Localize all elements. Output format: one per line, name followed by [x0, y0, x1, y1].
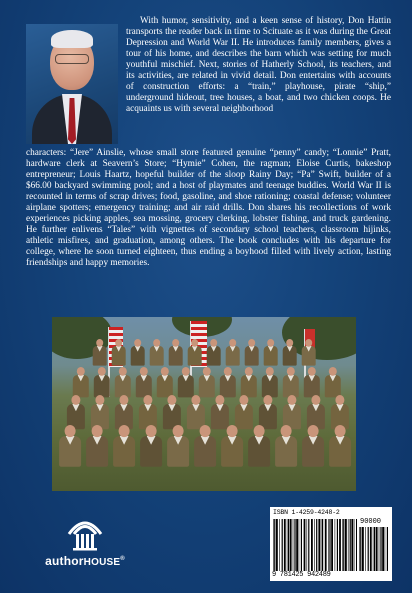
scout-figure [324, 367, 342, 397]
publisher-name: authorHOUSE® [45, 554, 125, 568]
scout-figure [130, 339, 145, 366]
scout-figure [220, 425, 244, 467]
scout-figure [139, 425, 163, 467]
scout-figure [149, 339, 164, 366]
scout-figure [177, 367, 195, 397]
authorhouse-logo [40, 510, 130, 570]
scout-figure [85, 425, 109, 467]
scout-figure [225, 339, 240, 366]
isbn-barcode [270, 507, 392, 581]
scout-figure [244, 339, 259, 366]
barcode-addon-bars [359, 527, 389, 571]
barcode-bars [273, 519, 357, 571]
house-icon [65, 512, 105, 552]
scout-figure [193, 425, 217, 467]
scout-figure [206, 339, 221, 366]
blurb-paragraph-bottom: characters: “Jere” Ainslie, whose small store featured genuine “penny” candy; “Lonnie” Pratt, hardware clerk at Seavern’s Store; “Hymie” Cohen, the ragman; Eloise Curtis, bakeshop entrepreneur; Louis Haartz, hopeful builder of the sloop Rainy Day; “Pa” Swift, builder of a $66.00 backyard swimming pool; and a host of playmates and teenage buddies. World War II is recounted in terms of scrap drives; food, gasoline, and shoe rationing; coastal defense; volunteer airplane spotters; emergency training; and air raid drills. Don shares his recollections of work experiences picking apples, sea mossing, grocery clerking, lobster fishing, and truck gardening. He further enlivens “Tales” with vignettes of secondary school teachers, classroom hijinks, athletic misfires, and graduation, among others. The book concludes with his departure for college, where he soon turned eighteen, thus ending a boyhood filled with lively action, lasting friendships and happy memories. [26, 148, 391, 268]
scout-figure [247, 425, 271, 467]
scout-figure [303, 367, 321, 397]
scout-figure [135, 367, 153, 397]
scout-figure [93, 367, 111, 397]
isbn-label: ISBN 1-4259-4248-2 [273, 509, 340, 516]
scout-figure [156, 367, 174, 397]
scout-figure [263, 339, 278, 366]
scout-figure [282, 367, 300, 397]
scout-figure [111, 339, 126, 366]
scout-figure [166, 425, 190, 467]
scout-figure [301, 339, 316, 366]
scout-figure [112, 425, 136, 467]
scout-figure [282, 339, 297, 366]
scout-figure [72, 367, 90, 397]
scout-figure [301, 425, 325, 467]
scout-figure [219, 367, 237, 397]
scout-figure [198, 367, 216, 397]
price-code: 90000 [360, 518, 382, 526]
author-photo [26, 24, 118, 144]
scout-figure [274, 425, 298, 467]
scout-figure [261, 367, 279, 397]
scout-figure [328, 425, 352, 467]
scout-figure [168, 339, 183, 366]
scout-group-photo [52, 317, 356, 491]
scout-figure [92, 339, 107, 366]
blurb-paragraph-top: With humor, sensitivity, and a keen sense of history, Don Hattin transports the reader back in time to Scituate as it was during the Great Depression and World War II. He introduces family members, gives a tour of his home, and describes the barn which was setting for much youthful mischief. Next, stories of Hatherly School, its teachers, and its activities, are related in vivid detail. Don entertains with accounts of construction efforts: a “train,” playhouse, pirate “ship,” underground hideout, tree houses, a boat, and two chicken coops. He acquaints us with several neighborhood [126, 16, 391, 114]
scout-figure [114, 367, 132, 397]
scout-figure [240, 367, 258, 397]
scout-figure [187, 339, 202, 366]
scout-figure [58, 425, 82, 467]
barcode-digits: 9 781425 942489 [272, 571, 331, 579]
